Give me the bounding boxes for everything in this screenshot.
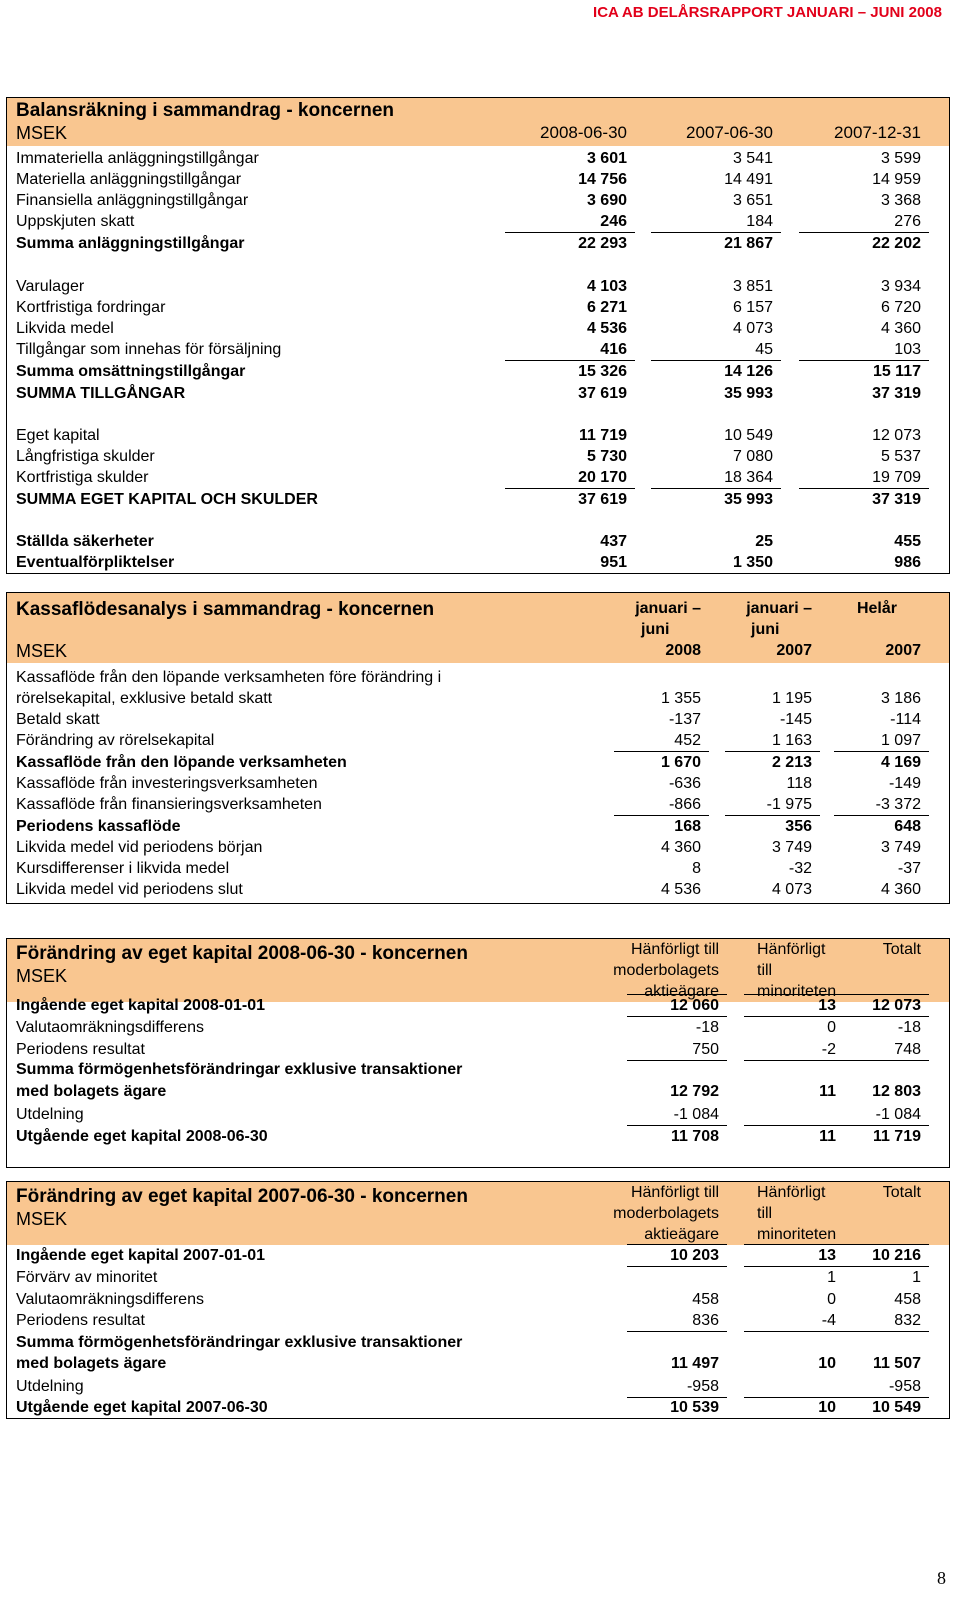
equity2007-rule	[627, 1266, 727, 1267]
equity2007-row-label: Valutaomräkningsdifferens	[16, 1291, 204, 1308]
balance-column-headers	[7, 122, 949, 144]
cashflow-row	[7, 879, 949, 901]
cashflow-cell-col3: 648	[894, 818, 921, 835]
equity2007-rule	[829, 1397, 929, 1398]
equity2007-cell-col3: -958	[888, 1378, 921, 1395]
balance-row-label: Varulager	[16, 278, 85, 295]
equity2007-cell-col2: 0	[827, 1291, 836, 1308]
balance-row	[7, 211, 949, 233]
equity2007-row-label: med bolagets ägare	[16, 1355, 167, 1372]
cashflow-cell-col1: -137	[668, 711, 701, 728]
equity2008-row	[7, 1081, 949, 1103]
cashflow-cell-col3: 1 097	[880, 732, 921, 749]
equity2007-row-label: Ingående eget kapital 2007-01-01	[16, 1247, 265, 1264]
equity2008-rule	[829, 1016, 929, 1017]
balance-row	[7, 552, 949, 574]
cashflow-rule	[614, 751, 709, 752]
balance-cell-col3: 4 360	[880, 320, 921, 337]
balance-title: Balansräkning i sammandrag - koncernen	[16, 100, 395, 121]
balance-cell-col1: 6 271	[586, 299, 627, 316]
balance-cell-col1: 37 619	[578, 491, 627, 508]
cashflow-row-label: Förändring av rörelsekapital	[16, 732, 215, 749]
cashflow-cell-col2: 2 213	[771, 754, 812, 771]
balance-cell-col1: 3 601	[586, 150, 627, 167]
equity2008-rule	[627, 1016, 727, 1017]
equity2008-cell-col2: 0	[827, 1019, 836, 1036]
equity2008-row-label: Valutaomräkningsdifferens	[16, 1019, 204, 1036]
balance-cell-col3: 6 720	[880, 299, 921, 316]
cashflow-cell-col1: 8	[692, 860, 701, 877]
equity2008-col-h2-l3: minoriteten	[757, 983, 837, 1000]
balance-row-label: Likvida medel	[16, 320, 114, 337]
balance-cell-col2: 184	[746, 213, 773, 230]
equity-2008-table	[6, 938, 950, 1168]
balance-cell-col3: 5 537	[880, 448, 921, 465]
balance-cell-col2: 3 851	[732, 278, 773, 295]
equity2007-row	[7, 1310, 949, 1332]
equity2007-rule	[627, 1397, 727, 1398]
balance-cell-col1: 4 103	[586, 278, 627, 295]
equity2008-col-h3-l1: Totalt	[882, 941, 921, 958]
balance-cell-col3: 3 934	[880, 278, 921, 295]
cashflow-cell-col3: -149	[888, 775, 921, 792]
equity2008-row	[7, 1104, 949, 1126]
balance-col-2007-12: 2007-12-31	[834, 123, 921, 142]
balance-cell-col2: 1 350	[732, 554, 773, 571]
balance-row	[7, 361, 949, 383]
cashflow-cell-col1: 4 536	[660, 881, 701, 898]
equity2008-cell-col1: -1 084	[673, 1106, 719, 1123]
equity2008-rule	[829, 1125, 929, 1126]
cashflow-title: Kassaflödesanalys i sammandrag - koncernen	[16, 599, 435, 620]
equity2008-row-label: Ingående eget kapital 2008-01-01	[16, 997, 265, 1014]
equity2007-cell-col2: 13	[818, 1247, 836, 1264]
cashflow-row	[7, 688, 949, 710]
cashflow-cell-col1: 168	[674, 818, 701, 835]
cashflow-rule	[725, 815, 820, 816]
equity2008-col-h2-l2: till	[757, 962, 773, 979]
equity2007-rule	[829, 1266, 929, 1267]
cashflow-table	[6, 592, 950, 904]
cashflow-cell-col2: 3 749	[771, 839, 812, 856]
cashflow-cell-col3: -114	[890, 711, 921, 728]
equity2007-row-label: Utdelning	[16, 1378, 84, 1395]
equity2008-unit: MSEK	[16, 966, 68, 986]
cashflow-row-label: Kassaflöde från finansieringsverksamheten	[16, 796, 322, 813]
cashflow-cell-col3: -3 372	[875, 796, 921, 813]
balance-cell-col1: 11 719	[578, 427, 627, 444]
balance-row-label: Summa anläggningstillgångar	[16, 235, 245, 252]
balance-row-label: Materiella anläggningstillgångar	[16, 171, 242, 188]
balance-cell-col2: 35 993	[724, 491, 773, 508]
balance-row-label: Kortfristiga fordringar	[16, 299, 166, 316]
balance-cell-col2: 45	[755, 341, 773, 358]
equity2008-row-label: Utgående eget kapital 2008-06-30	[16, 1128, 268, 1145]
cashflow-row-label: Likvida medel vid periodens slut	[16, 881, 243, 898]
equity2007-cell-col3: 1	[912, 1269, 921, 1286]
balance-cell-col3: 22 202	[872, 235, 921, 252]
balance-cell-col1: 4 536	[586, 320, 627, 337]
balance-cell-col2: 21 867	[724, 235, 773, 252]
balance-row-label: Summa omsättningstillgångar	[16, 363, 246, 380]
equity2007-col-h3-l1: Totalt	[882, 1184, 921, 1201]
balance-cell-col2: 14 126	[724, 363, 773, 380]
balance-cell-col1: 437	[600, 533, 627, 550]
balance-cell-col1: 5 730	[586, 448, 627, 465]
equity2008-cell-col1: 11 708	[670, 1128, 719, 1145]
balance-row-label: Eventualförpliktelser	[16, 554, 175, 571]
equity2008-cell-col1: 750	[692, 1041, 719, 1058]
balance-row	[7, 169, 949, 191]
cashflow-cell-col3: 3 186	[880, 690, 921, 707]
cashflow-col-h2-l1: januari –	[746, 600, 812, 617]
cashflow-row-label: Kassaflöde från investeringsverksamheten	[16, 775, 318, 792]
cashflow-cell-col1: -636	[668, 775, 701, 792]
equity2007-col-h1-l2: moderbolagets	[613, 1205, 719, 1222]
equity2008-cell-col1: -18	[695, 1019, 719, 1036]
balance-rule	[799, 488, 929, 489]
equity2007-cell-col1: 458	[692, 1291, 719, 1308]
equity2008-cell-col3: -1 084	[875, 1106, 921, 1123]
cashflow-row-label: Betald skatt	[16, 711, 100, 728]
balance-cell-col3: 3 368	[880, 192, 921, 209]
cashflow-col-h3-l3: 2007	[885, 642, 921, 659]
equity2007-cell-col2: 1	[827, 1269, 836, 1286]
balance-row-label: SUMMA EGET KAPITAL OCH SKULDER	[16, 491, 318, 508]
cashflow-cell-col2: 118	[786, 775, 812, 792]
balance-row	[7, 148, 949, 170]
equity2007-col-h1-l3: aktieägare	[644, 1226, 719, 1243]
cashflow-unit: MSEK	[16, 641, 68, 661]
equity2008-cell-col2: -2	[821, 1041, 836, 1058]
equity2007-col-h1-l1: Hänförligt till	[630, 1184, 719, 1201]
equity-2007-table	[6, 1181, 950, 1419]
equity2008-row	[7, 1039, 949, 1061]
cashflow-cell-col3: 3 749	[880, 839, 921, 856]
equity2007-rule	[829, 1244, 929, 1245]
cashflow-cell-col2: 356	[785, 818, 812, 835]
cashflow-row-label: Kassaflöde från den löpande verksamheten före förändring i	[16, 669, 442, 686]
balance-cell-col2: 3 651	[732, 192, 773, 209]
equity2008-row	[7, 1017, 949, 1039]
equity2007-cell-col3: 11 507	[872, 1355, 921, 1372]
balance-row	[7, 531, 949, 553]
cashflow-cell-col1: -866	[668, 796, 701, 813]
equity2008-cell-col3: 12 073	[872, 997, 921, 1014]
cashflow-cell-col2: -1 975	[766, 796, 812, 813]
equity2008-col-h1-l3: aktieägare	[644, 983, 719, 1000]
balance-row-label: Kortfristiga skulder	[16, 469, 149, 486]
balance-cell-col2: 35 993	[724, 385, 773, 402]
equity2007-cell-col3: 10 216	[872, 1247, 921, 1264]
cashflow-col-h2-l3: 2007	[776, 642, 812, 659]
equity2008-rule	[829, 994, 929, 995]
equity2007-row	[7, 1353, 949, 1375]
cashflow-cell-col3: 4 169	[880, 754, 921, 771]
equity2007-col-h2-l2: till	[757, 1205, 773, 1222]
balance-cell-col2: 25	[755, 533, 773, 550]
balance-cell-col2: 18 364	[724, 469, 773, 486]
cashflow-row-label: Periodens kassaflöde	[16, 818, 181, 835]
equity2008-row	[7, 995, 949, 1017]
balance-cell-col3: 3 599	[880, 150, 921, 167]
equity2007-row	[7, 1332, 949, 1354]
balance-row	[7, 297, 949, 319]
equity2007-row-label: Förvärv av minoritet	[16, 1269, 158, 1286]
cashflow-cell-col2: -32	[788, 860, 812, 877]
balance-cell-col3: 986	[894, 554, 921, 571]
balance-rule	[651, 232, 781, 233]
cashflow-row	[7, 837, 949, 859]
balance-row-label: Eget kapital	[16, 427, 100, 444]
cashflow-row-label: Likvida medel vid periodens början	[16, 839, 263, 856]
balance-rule	[505, 232, 635, 233]
equity2008-row-label: Summa förmögenhetsförändringar exklusive transaktioner	[16, 1061, 463, 1078]
balance-row	[7, 489, 949, 511]
equity2007-cell-col1: 11 497	[670, 1355, 719, 1372]
balance-cell-col3: 455	[894, 533, 921, 550]
equity2007-cell-col3: 10 549	[872, 1399, 921, 1416]
balance-row-label: Tillgångar som innehas för försäljning	[16, 341, 282, 358]
equity2007-cell-col1: 10 539	[670, 1399, 719, 1416]
balance-cell-col3: 19 709	[872, 469, 921, 486]
report-header: ICA AB DELÅRSRAPPORT JANUARI – JUNI 2008	[593, 4, 942, 21]
cashflow-row-label: Kursdifferenser i likvida medel	[16, 860, 230, 877]
cashflow-rule	[834, 751, 929, 752]
balance-rule	[799, 232, 929, 233]
cashflow-col-h1-l2: juni	[641, 621, 670, 638]
balance-cell-col1: 14 756	[578, 171, 627, 188]
equity2007-title: Förändring av eget kapital 2007-06-30 - koncernen	[16, 1186, 468, 1207]
equity2008-row-label: Utdelning	[16, 1106, 84, 1123]
equity2008-row	[7, 1059, 949, 1081]
equity2008-row	[7, 1126, 949, 1148]
equity2008-cell-col3: -18	[897, 1019, 921, 1036]
balance-rule	[505, 360, 635, 361]
balance-cell-col3: 103	[894, 341, 921, 358]
equity2007-cell-col3: 832	[894, 1312, 921, 1329]
cashflow-col-h2-l2: juni	[751, 621, 780, 638]
balance-cell-col3: 12 073	[872, 427, 921, 444]
equity2008-title: Förändring av eget kapital 2008-06-30 - koncernen	[16, 943, 468, 964]
equity2008-cell-col3: 11 719	[872, 1128, 921, 1145]
equity2008-row-label: med bolagets ägare	[16, 1083, 167, 1100]
balance-cell-col3: 14 959	[872, 171, 921, 188]
equity2007-row	[7, 1267, 949, 1289]
equity2007-unit: MSEK	[16, 1209, 68, 1229]
equity2007-row	[7, 1397, 949, 1419]
cashflow-cell-col2: 1 163	[771, 732, 812, 749]
equity2007-cell-col2: 10	[818, 1355, 836, 1372]
equity2008-rule	[627, 994, 727, 995]
equity2007-row	[7, 1245, 949, 1267]
balance-row-label: SUMMA TILLGÅNGAR	[16, 385, 186, 402]
balance-row-label: Uppskjuten skatt	[16, 213, 135, 230]
balance-cell-col3: 15 117	[872, 363, 921, 380]
equity2007-cell-col3: 458	[894, 1291, 921, 1308]
balance-row	[7, 446, 949, 468]
balance-cell-col1: 416	[600, 341, 627, 358]
equity2007-cell-col1: 836	[692, 1312, 719, 1329]
balance-cell-col1: 22 293	[578, 235, 627, 252]
balance-col-2007-06: 2007-06-30	[686, 123, 773, 142]
balance-cell-col1: 15 326	[578, 363, 627, 380]
page-number: 8	[937, 1568, 946, 1588]
cashflow-cell-col3: -37	[897, 860, 921, 877]
balance-rule	[799, 360, 929, 361]
balance-unit: MSEK	[16, 123, 68, 143]
equity2007-row-label: Utgående eget kapital 2007-06-30	[16, 1399, 268, 1416]
balance-row	[7, 276, 949, 298]
balance-row-label: Långfristiga skulder	[16, 448, 155, 465]
cashflow-row	[7, 816, 949, 838]
balance-cell-col2: 3 541	[732, 150, 773, 167]
balance-sheet-table	[6, 97, 950, 574]
equity2007-cell-col2: -4	[821, 1312, 836, 1329]
equity2007-row	[7, 1289, 949, 1311]
equity2008-cell-col2: 11	[819, 1083, 836, 1100]
equity2008-row-label: Periodens resultat	[16, 1041, 145, 1058]
cashflow-col-h1-l3: 2008	[665, 642, 701, 659]
cashflow-row	[7, 709, 949, 731]
balance-row	[7, 233, 949, 255]
cashflow-rule	[725, 751, 820, 752]
equity2007-row-label: Periodens resultat	[16, 1312, 145, 1329]
equity2007-col-h2-l1: Hänförligt	[757, 1184, 826, 1201]
equity2008-rule	[627, 1060, 727, 1061]
cashflow-cell-col1: 1 670	[660, 754, 701, 771]
balance-rule	[651, 488, 781, 489]
balance-row	[7, 318, 949, 340]
equity2008-cell-col3: 12 803	[872, 1083, 921, 1100]
equity2008-rule	[627, 1125, 727, 1126]
balance-row-label: Immateriella anläggningstillgångar	[16, 150, 259, 167]
balance-cell-col1: 3 690	[586, 192, 627, 209]
balance-cell-col2: 4 073	[732, 320, 773, 337]
cashflow-row	[7, 667, 949, 689]
balance-rule	[651, 360, 781, 361]
cashflow-cell-col2: 4 073	[771, 881, 812, 898]
cashflow-row	[7, 773, 949, 795]
balance-row-label: Finansiella anläggningstillgångar	[16, 192, 249, 209]
balance-cell-col2: 14 491	[724, 171, 773, 188]
equity2008-cell-col2: 11	[819, 1128, 836, 1145]
balance-cell-col3: 276	[894, 213, 921, 230]
balance-cell-col1: 951	[600, 554, 627, 571]
balance-row-label: Ställda säkerheter	[16, 533, 154, 550]
equity2008-col-h1-l2: moderbolagets	[613, 962, 719, 979]
equity2008-cell-col2: 13	[818, 997, 836, 1014]
equity2008-rule	[829, 1060, 929, 1061]
equity2008-col-h1-l1: Hänförligt till	[630, 941, 719, 958]
balance-cell-col2: 7 080	[732, 448, 773, 465]
equity2008-cell-col3: 748	[894, 1041, 921, 1058]
equity2007-rule	[627, 1244, 727, 1245]
cashflow-row	[7, 858, 949, 880]
equity2007-col-h2-l3: minoriteten	[757, 1226, 837, 1243]
balance-cell-col1: 20 170	[578, 469, 627, 486]
cashflow-row-label: Kassaflöde från den löpande verksamheten	[16, 754, 347, 771]
equity2007-rule	[829, 1331, 929, 1332]
cashflow-cell-col2: 1 195	[771, 690, 812, 707]
equity2007-cell-col1: -958	[686, 1378, 719, 1395]
equity2008-col-h2-l1: Hänförligt	[757, 941, 826, 958]
balance-rule	[505, 488, 635, 489]
balance-row	[7, 190, 949, 212]
equity2008-cell-col1: 12 060	[670, 997, 719, 1014]
cashflow-row-label: rörelsekapital, exklusive betald skatt	[16, 690, 273, 707]
cashflow-cell-col1: 4 360	[660, 839, 701, 856]
balance-cell-col1: 37 619	[578, 385, 627, 402]
cashflow-cell-col2: -145	[779, 711, 812, 728]
equity2008-cell-col1: 12 792	[670, 1083, 719, 1100]
cashflow-row	[7, 730, 949, 752]
equity2007-row	[7, 1376, 949, 1398]
balance-row	[7, 467, 949, 489]
balance-cell-col3: 37 319	[872, 385, 921, 402]
cashflow-cell-col1: 1 355	[660, 690, 701, 707]
balance-cell-col1: 246	[600, 213, 627, 230]
equity2007-cell-col1: 10 203	[670, 1247, 719, 1264]
balance-cell-col2: 6 157	[732, 299, 773, 316]
balance-cell-col3: 37 319	[872, 491, 921, 508]
cashflow-col-h3-l1: Helår	[856, 600, 897, 617]
balance-row	[7, 383, 949, 405]
cashflow-cell-col3: 4 360	[880, 881, 921, 898]
equity2007-row-label: Summa förmögenhetsförändringar exklusive transaktioner	[16, 1334, 463, 1351]
equity2007-cell-col2: 10	[818, 1399, 836, 1416]
balance-row	[7, 339, 949, 361]
cashflow-row	[7, 752, 949, 774]
cashflow-col-h1-l1: januari –	[635, 600, 701, 617]
cashflow-row	[7, 794, 949, 816]
balance-row	[7, 425, 949, 447]
cashflow-rule	[834, 815, 929, 816]
cashflow-rule	[614, 815, 709, 816]
balance-cell-col2: 10 549	[724, 427, 773, 444]
balance-col-2008: 2008-06-30	[540, 123, 627, 142]
equity2007-rule	[627, 1331, 727, 1332]
cashflow-cell-col1: 452	[674, 732, 701, 749]
